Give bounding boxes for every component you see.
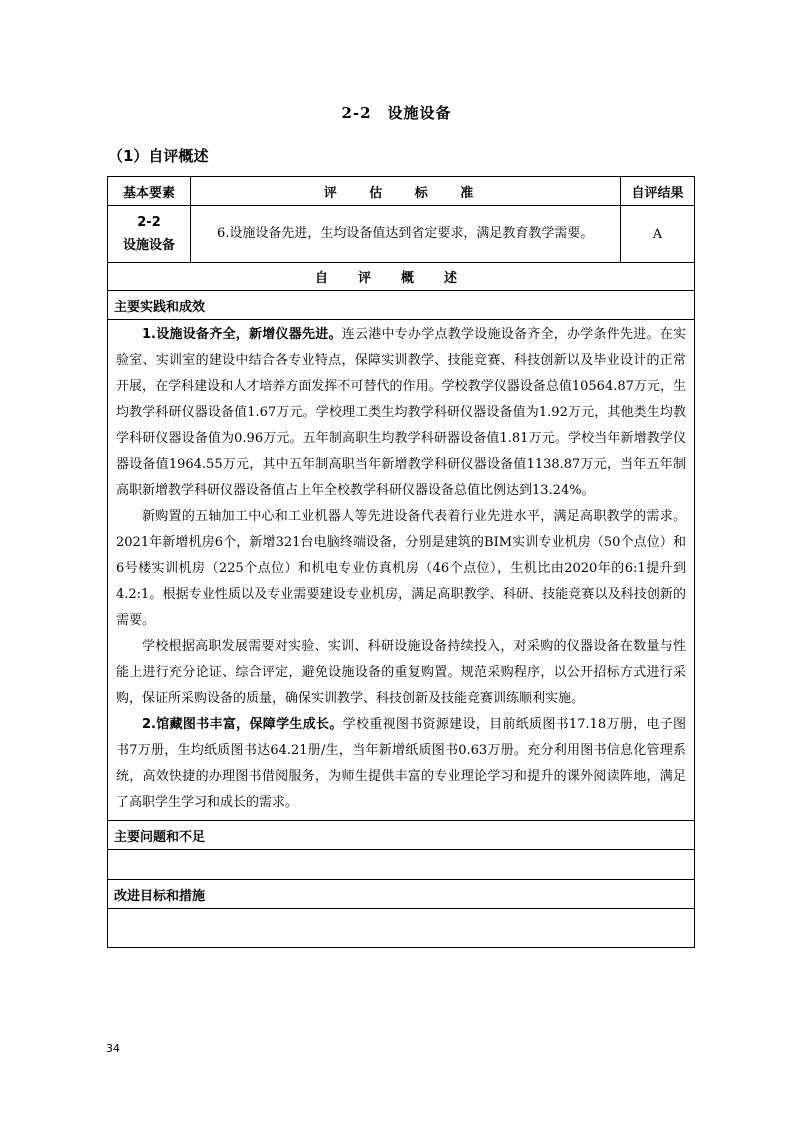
- paragraph-2: [116, 504, 686, 634]
- paragraph-1-lead: 1.设施设备齐全，新增仪器先进。: [142, 327, 342, 342]
- problems-body: [108, 850, 695, 880]
- table-header-row: [108, 177, 695, 206]
- section-title: 2-2 设施设备: [341, 104, 452, 122]
- element-code: 2-2: [137, 215, 161, 230]
- measures-body: [108, 909, 695, 948]
- paragraph-4-lead: 2.馆藏图书丰富，保障学生成长。: [142, 717, 343, 732]
- problems-label: 主要问题和不足: [108, 821, 695, 850]
- paragraph-1-text: 连云港中专办学点教学设施设备齐全，办学条件先进。在实验室、实训室的建设中结合各专业特点，保障实训教学、技能竞赛、科技创新以及毕业设计的正常开展，在学科建设和人才培养方面发挥不可替代的作用。学校教学仪器设备总值10564.87万元，生均教学科研仪器设备值1.67万元。学校理工类生均教学科研仪器设备值为1.92万元，其他类生均教学科研仪器设备值为0.96万元。五年制高职生均教学科研器设备值1.81万元。学校当年新增教学仪器设备值1964.55万元，其中五年制高职当年新增教学科研仪器设备值1138.87万元，当年五年制高职新增教学科研仪器设备值占上年全校教学科研仪器设备总值比例达到13.24%。: [116, 327, 686, 498]
- overview-header: 自评概述: [108, 263, 695, 291]
- table-row: [108, 206, 695, 263]
- result-grade: A: [621, 206, 695, 263]
- header-result: 自评结果: [621, 177, 695, 206]
- measures-label: 改进目标和措施: [108, 880, 695, 909]
- paragraph-4: [116, 712, 686, 816]
- paragraph-4-text: 学校重视图书资源建设，目前纸质图书17.18万册，电子图书7万册，生均纸质图书达64.21册/生，当年新增纸质图书0.63万册。充分利用图书信息化管理系统，高效快捷的办理图书借阅服务，为师生提供丰富的专业理论学习和提升的课外阅读阵地，满足了高职学生学习和成长的需求。: [116, 717, 687, 810]
- paragraph-1: [116, 322, 686, 504]
- page-number: 34: [106, 1042, 120, 1055]
- header-element: 基本要素: [108, 177, 191, 206]
- paragraph-3: [116, 634, 686, 712]
- practice-body: [108, 320, 695, 821]
- self-evaluation-table: [107, 176, 695, 948]
- standard-text: 6.设施设备先进，生均设备值达到省定要求，满足教育教学需要。: [191, 206, 621, 263]
- header-standard: 评 估 标 准: [191, 177, 621, 206]
- subsection-title: （1）自评概述: [108, 147, 209, 165]
- element-cell: [108, 206, 191, 263]
- practice-label: 主要实践和成效: [108, 291, 695, 320]
- paragraph-2-text: 新购置的五轴加工中心和工业机器人等先进设备代表着行业先进水平，满足高职教学的需求。2021年新增机房6个，新增321台电脑终端设备，分别是建筑的BIM实训专业机房（50个点位）和6号楼实训机房（225个点位）和机电专业仿真机房（46个点位），生机比由2020年的6:1提升到4.2:1。根据专业性质以及专业需要建设专业机房，满足高职教学、科研、技能竞赛以及科技创新的需要。: [116, 509, 686, 628]
- paragraph-3-text: 学校根据高职发展需要对实验、实训、科研设施设备持续投入，对采购的仪器设备在数量与性能上进行充分论证、综合评定，避免设施设备的重复购置。规范采购程序，以公开招标方式进行采购，保证所采购设备的质量，确保实训教学、科技创新及技能竞赛训练顺利实施。: [116, 639, 686, 706]
- element-name: 设施设备: [122, 238, 175, 253]
